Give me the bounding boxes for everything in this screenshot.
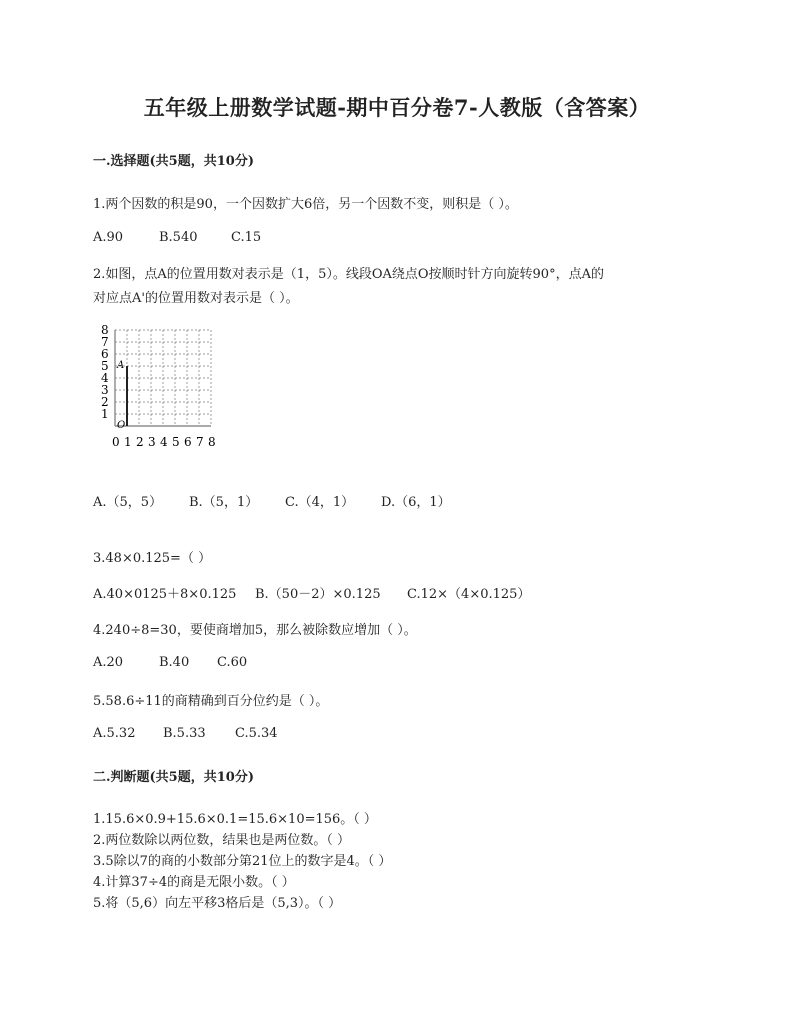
coordinate-grid-figure [93,322,228,452]
y-tick-label: 6 [101,347,109,361]
option: C.5.34 [235,726,278,741]
x-tick-label: 5 [172,435,180,449]
x-tick-label: 8 [208,435,216,449]
page-title: 五年级上册数学试题-期中百分卷7-人教版（含答案） [143,95,651,120]
question-4-options [93,655,247,670]
x-tick-label: 2 [136,435,144,449]
section-heading-judge: 二.判断题(共5题，共10分) [93,770,254,785]
question-4-text: 4.240÷8=30，要使商增加5，那么被除数应增加（ ）。 [93,623,417,638]
question-2-text-line2: 对应点A'的位置用数对表示是（ ）。 [93,291,299,306]
option: A.（5，5） [93,495,163,510]
question-2-options [93,491,451,510]
option: A.20 [93,655,124,670]
option: B.540 [159,230,198,245]
judge-item: 3.5除以7的商的小数部分第21位上的数字是4。（ ） [93,854,392,869]
judge-item: 1.15.6×0.9+15.6×0.1=15.6×10=156。（ ） [93,812,377,827]
option: C.（4，1） [285,495,355,510]
y-tick-label: 5 [101,359,109,373]
question-1-options [93,230,261,245]
grid-lines [115,330,211,426]
option: A.40×0125＋8×0.125 [93,587,237,602]
y-tick-label: 2 [101,395,109,409]
question-5-text: 5.58.6÷11的商精确到百分位约是（ ）。 [93,694,329,709]
y-tick-label: 3 [101,383,109,397]
option: C.15 [231,230,262,245]
x-tick-label: 1 [124,435,132,449]
x-tick-label: 7 [196,435,204,449]
judge-item: 5.将（5,6）向左平移3格后是（5,3）。（ ） [93,896,342,911]
y-tick-label: 7 [101,335,109,349]
option: B.5.33 [163,726,206,741]
option: A.5.32 [93,726,136,741]
x-tick-label: 0 [112,435,120,449]
option: A.90 [93,230,124,245]
option: B.40 [159,655,190,670]
x-tick-label: 6 [184,435,192,449]
judge-item: 4.计算37÷4的商是无限小数。（ ） [93,875,295,890]
question-2-text-line1: 2.如图，点A的位置用数对表示是（1，5）。线段OA绕点O按顺时针方向旋转90°，点A的 [93,267,604,282]
point-o-label: O [117,420,126,431]
section-heading-choice: 一.选择题(共5题，共10分) [93,154,254,169]
y-tick-label: 1 [101,407,109,421]
option: C.12×（4×0.125） [407,587,531,602]
option: B.（5，1） [189,495,259,510]
question-3-text: 3.48×0.125=（ ） [93,551,212,566]
y-tick-label: 8 [101,323,109,337]
question-5-options [93,726,278,741]
x-tick-label: 3 [148,435,156,449]
y-axis-tick-labels [101,323,109,421]
question-3-options [93,583,530,602]
x-tick-label: 4 [160,435,168,449]
point-a-label: A [117,360,125,371]
judge-item: 2.两位数除以两位数，结果也是两位数。（ ） [93,833,351,848]
y-tick-label: 4 [101,371,109,385]
option: B.（50－2）×0.125 [255,587,381,602]
option: D.（6，1） [381,495,451,510]
option: C.60 [217,655,248,670]
question-1-text: 1.两个因数的积是90，一个因数扩大6倍，另一个因数不变，则积是（ ）。 [93,197,518,212]
x-axis-tick-labels [112,435,216,449]
